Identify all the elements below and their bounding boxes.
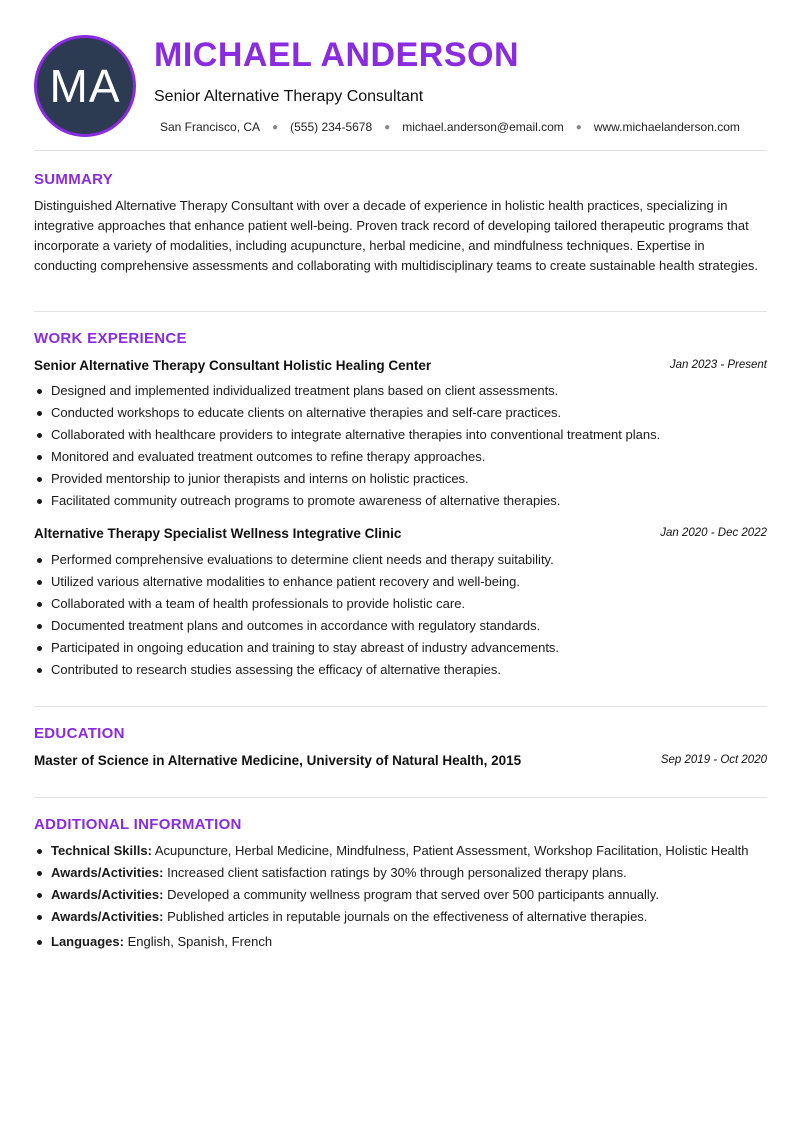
list-item: Performed comprehensive evaluations to determine client needs and therapy suitability. <box>34 549 767 571</box>
contact-phone: (555) 234-5678 <box>290 120 373 134</box>
item-label: Awards/Activities: <box>51 865 164 880</box>
item-text: Acupuncture, Herbal Medicine, Mindfulness, Patient Assessment, Workshop Facilitation, Holistic Health <box>151 843 749 858</box>
divider <box>34 311 767 312</box>
contact-location: San Francisco, CA <box>160 120 261 134</box>
education-heading: EDUCATION <box>34 725 125 742</box>
list-item: Collaborated with healthcare providers to integrate alternative therapies into conventional treatment plans. <box>34 424 767 446</box>
list-item <box>34 862 767 884</box>
item-text: Increased client satisfaction ratings by 30% through personalized therapy plans. <box>163 865 627 880</box>
item-text: Published articles in reputable journals on the effectiveness of alternative therapies. <box>163 909 648 924</box>
bullet-separator-icon: ● <box>384 121 391 133</box>
work-experience-heading: WORK EXPERIENCE <box>34 330 187 347</box>
bullet-separator-icon: ● <box>575 121 582 133</box>
avatar <box>34 35 136 137</box>
list-item <box>34 906 767 928</box>
list-item: Designed and implemented individualized treatment plans based on client assessments. <box>34 380 767 402</box>
item-label: Technical Skills: <box>51 843 152 858</box>
job-bullet-list <box>34 380 767 512</box>
list-item: Provided mentorship to junior therapists and interns on holistic practices. <box>34 468 767 490</box>
job-header <box>34 526 767 544</box>
job-bullet-list <box>34 549 767 681</box>
list-item: Collaborated with a team of health professionals to provide holistic care. <box>34 593 767 615</box>
contact-bar <box>160 120 740 134</box>
additional-info-heading: ADDITIONAL INFORMATION <box>34 816 242 833</box>
item-text: English, Spanish, French <box>123 934 273 949</box>
list-item: Documented treatment plans and outcomes in accordance with regulatory standards. <box>34 615 767 637</box>
list-item: Utilized various alternative modalities to enhance patient recovery and well-being. <box>34 571 767 593</box>
list-item: Monitored and evaluated treatment outcomes to refine therapy approaches. <box>34 446 767 468</box>
education-entry <box>34 753 767 771</box>
summary-text: Distinguished Alternative Therapy Consultant with over a decade of experience in holistic health practices, specializing in integrative approaches that enhance patient well-being. Proven track record of developing tailored therapeutic programs that incorporate a variety of modalities, including acupuncture, herbal medicine, and mindfulness techniques. Expertise in conducting comprehensive assessments and collaborating with multidisciplinary teams to create sustainable health strategies. <box>34 198 759 273</box>
item-label: Languages: <box>51 934 124 949</box>
list-item: Facilitated community outreach programs to promote awareness of alternative therapies. <box>34 490 767 512</box>
job-title: Senior Alternative Therapy Consultant Holistic Healing Center <box>34 358 432 373</box>
item-text: Developed a community wellness program that served over 500 participants annually. <box>163 887 659 902</box>
item-label: Awards/Activities: <box>51 909 164 924</box>
list-item <box>34 884 767 906</box>
degree: Master of Science in Alternative Medicine, University of Natural Health, 2015 <box>34 753 522 768</box>
contact-email[interactable]: michael.anderson@email.com <box>402 120 564 134</box>
job-title: Alternative Therapy Specialist Wellness Integrative Clinic <box>34 526 402 541</box>
candidate-name: MICHAEL ANDERSON <box>154 36 520 74</box>
job-header <box>34 358 767 376</box>
job-dates: Jan 2023 - Present <box>669 359 767 371</box>
avatar-initials: MA <box>49 60 121 112</box>
job-dates: Jan 2020 - Dec 2022 <box>660 527 767 539</box>
list-item <box>34 840 767 862</box>
list-item: Contributed to research studies assessing the efficacy of alternative therapies. <box>34 659 767 681</box>
item-label: Awards/Activities: <box>51 887 164 902</box>
divider <box>34 706 767 707</box>
contact-website[interactable]: www.michaelanderson.com <box>593 120 740 134</box>
divider <box>34 797 767 798</box>
additional-info-list <box>34 840 767 953</box>
list-item: Conducted workshops to educate clients on alternative therapies and self-care practices. <box>34 402 767 424</box>
summary-heading: SUMMARY <box>34 171 114 188</box>
list-item <box>34 931 767 953</box>
list-item: Participated in ongoing education and training to stay abreast of industry advancements. <box>34 637 767 659</box>
divider <box>34 150 767 151</box>
education-dates: Sep 2019 - Oct 2020 <box>660 754 767 766</box>
candidate-headline: Senior Alternative Therapy Consultant <box>154 88 424 105</box>
bullet-separator-icon: ● <box>272 121 279 133</box>
